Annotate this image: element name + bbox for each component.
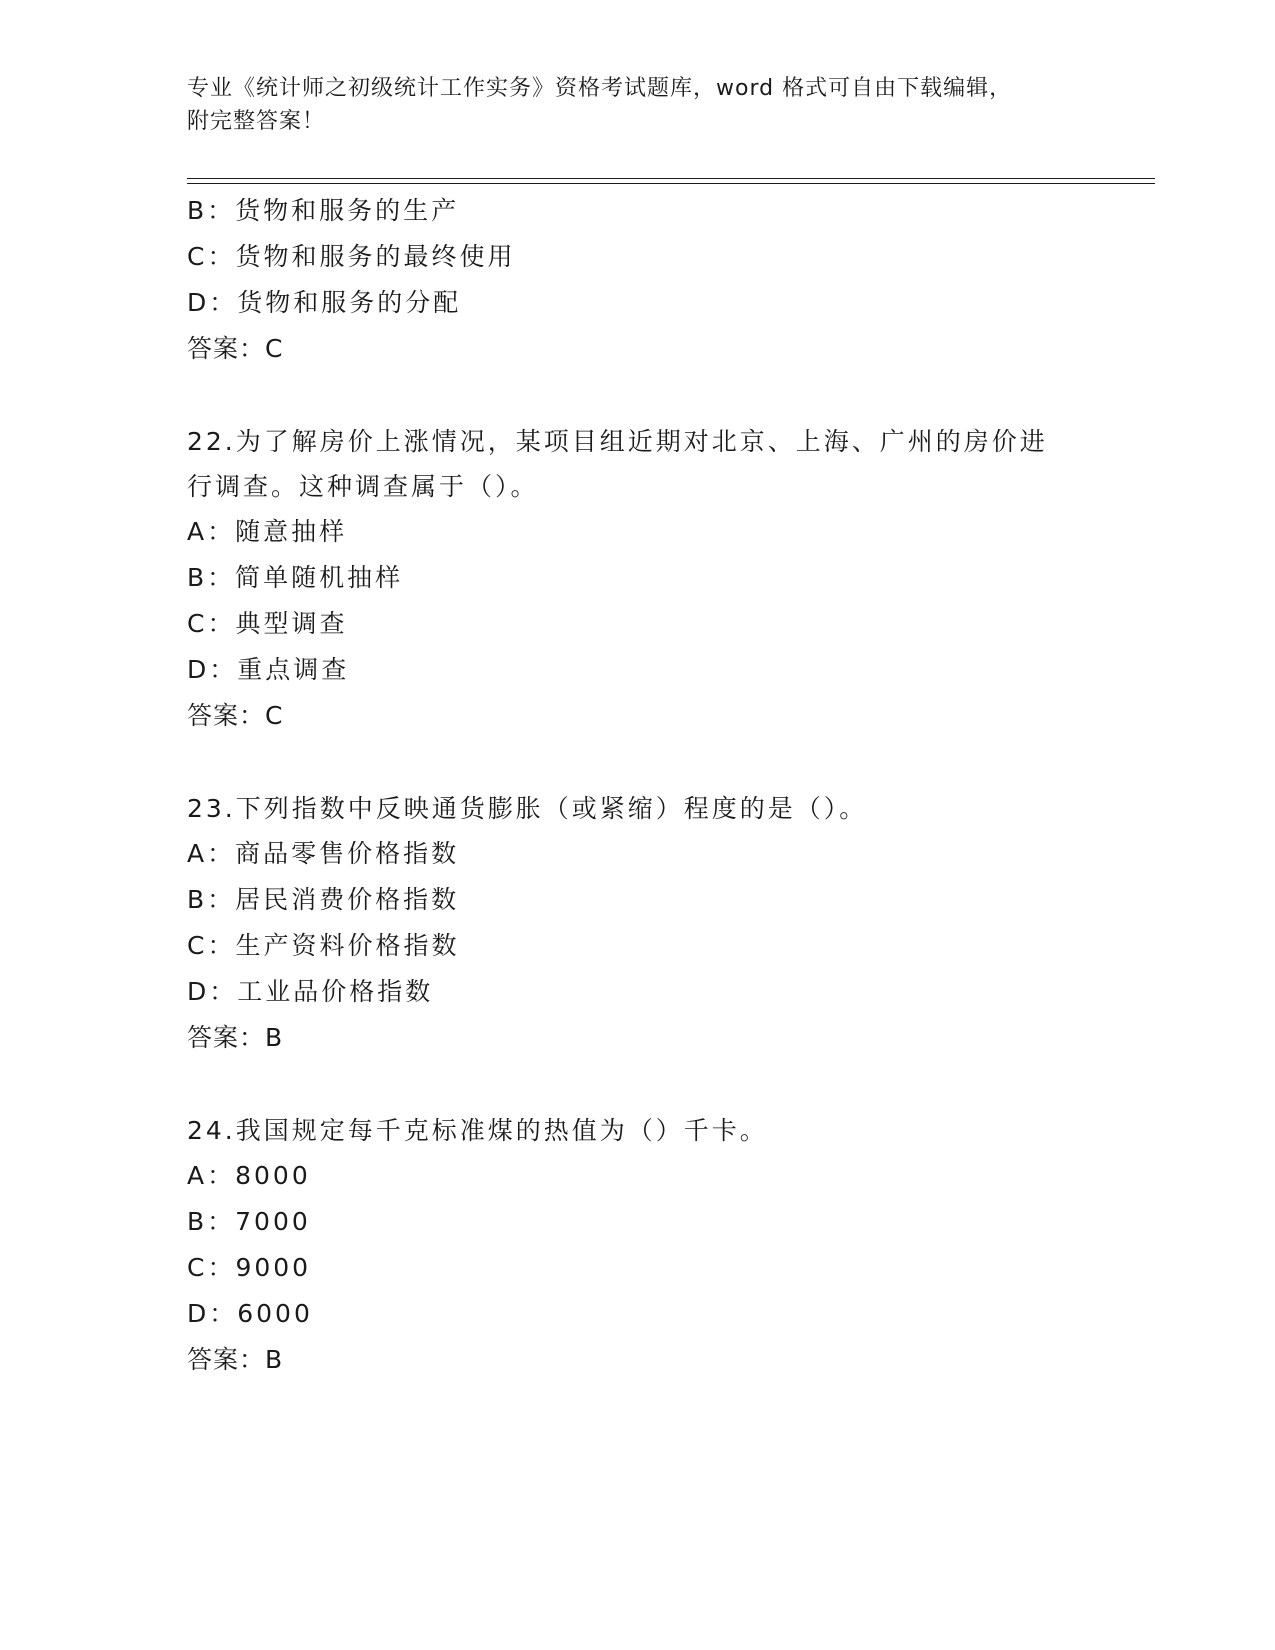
option-a: A：商品零售价格指数 <box>187 839 460 868</box>
answer-text: 答案：C <box>187 334 284 363</box>
option-c: C：典型调查 <box>187 609 348 638</box>
header-divider-top <box>187 178 1155 179</box>
block-spacer <box>187 1061 1087 1108</box>
answer-text: 答案：C <box>187 701 284 730</box>
question-text: 23.下列指数中反映通货膨胀（或紧缩）程度的是（）。 <box>187 794 868 823</box>
question-list <box>187 188 1087 1383</box>
option-d: D：货物和服务的分配 <box>187 288 462 317</box>
option-c: C：货物和服务的最终使用 <box>187 242 516 271</box>
option-c: C：生产资料价格指数 <box>187 931 460 960</box>
option-c: C：9000 <box>187 1253 312 1282</box>
option-b: B：居民消费价格指数 <box>187 885 460 914</box>
answer-text: 答案：B <box>187 1345 284 1374</box>
header-line-1: 专业《统计师之初级统计工作实务》资格考试题库，word 格式可自由下载编辑， <box>187 76 1013 101</box>
option-d: D：工业品价格指数 <box>187 977 434 1006</box>
header-divider-bottom <box>187 183 1155 184</box>
question-text: 22.为了解房价上涨情况，某项目组近期对北京、上海、广州的房价进 <box>187 427 1048 456</box>
option-b: B：7000 <box>187 1207 311 1236</box>
option-d: D：重点调查 <box>187 655 350 684</box>
option-a: A：8000 <box>187 1161 311 1190</box>
block-spacer <box>187 372 1087 419</box>
question-block <box>187 1108 1087 1383</box>
question-block <box>187 786 1087 1061</box>
question-block <box>187 419 1087 739</box>
question-block <box>187 188 1087 372</box>
header-line-2: 附完整答案！ <box>187 109 326 134</box>
question-text: 行调查。这种调查属于（）。 <box>187 472 539 501</box>
document-header <box>187 72 1087 138</box>
option-a: A：随意抽样 <box>187 517 348 546</box>
option-b: B：货物和服务的生产 <box>187 196 460 225</box>
answer-text: 答案：B <box>187 1023 284 1052</box>
block-spacer <box>187 739 1087 786</box>
question-text: 24.我国规定每千克标准煤的热值为（）千卡。 <box>187 1116 768 1145</box>
option-d: D：6000 <box>187 1299 313 1328</box>
option-b: B：简单随机抽样 <box>187 563 404 592</box>
